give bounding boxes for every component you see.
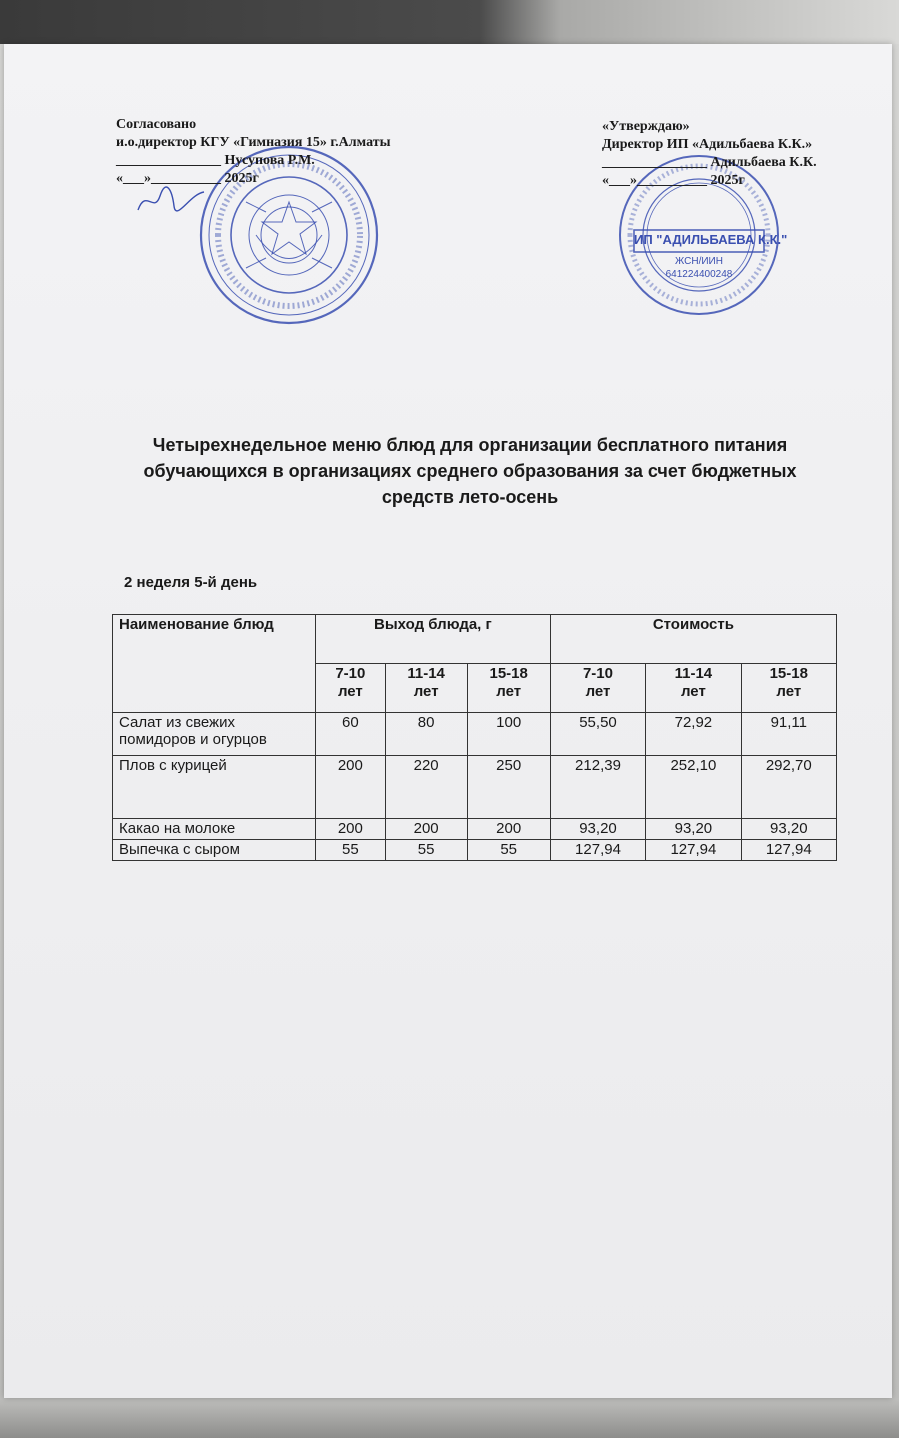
background-bottom <box>0 1398 899 1438</box>
dish-name: Плов с курицей <box>113 756 316 819</box>
yield-cell: 100 <box>467 713 550 756</box>
agreed-block <box>116 116 391 188</box>
cost-cell: 93,20 <box>550 819 645 840</box>
right-seal-iin-label: ЖСН/ИИН <box>675 256 723 267</box>
dish-name: Выпечка с сыром <box>113 840 316 861</box>
yield-cell: 200 <box>385 819 467 840</box>
age-header: 7-10 лет <box>316 664 386 713</box>
yield-cell: 220 <box>385 756 467 819</box>
background-top <box>0 0 899 44</box>
header-cost: Стоимость <box>550 615 836 664</box>
table-row <box>113 713 837 756</box>
dish-name: Салат из свежих помидоров и огурцов <box>113 713 316 756</box>
age-header: 7-10 лет <box>550 664 645 713</box>
yield-cell: 55 <box>316 840 386 861</box>
yield-cell: 60 <box>316 713 386 756</box>
yield-cell: 80 <box>385 713 467 756</box>
menu-table <box>112 614 837 861</box>
cost-cell: 292,70 <box>741 756 836 819</box>
cost-cell: 127,94 <box>741 840 836 861</box>
table-row <box>113 756 837 819</box>
header-yield: Выход блюда, г <box>316 615 551 664</box>
age-header: 11-14 лет <box>646 664 741 713</box>
header-dish-name: Наименование блюд <box>113 615 316 713</box>
yield-cell: 250 <box>467 756 550 819</box>
yield-cell: 200 <box>467 819 550 840</box>
cost-cell: 127,94 <box>550 840 645 861</box>
agreed-signature-line: _______________ Нусупова Р.М. <box>116 153 315 168</box>
age-header: 11-14 лет <box>385 664 467 713</box>
table-row <box>113 819 837 840</box>
cost-cell: 252,10 <box>646 756 741 819</box>
yield-cell: 55 <box>385 840 467 861</box>
table-header-row <box>113 615 837 664</box>
cost-cell: 212,39 <box>550 756 645 819</box>
document-title: Четырехнедельное меню блюд для организации бесплатного питания обучающихся в организациях среднего образования за счет бюджетных средств лето-осень <box>143 435 797 507</box>
approved-signature-line: _______________ Адильбаева К.К. <box>602 155 817 170</box>
approved-date-line: «___»__________ 2025г <box>602 173 745 188</box>
right-seal-iin: 641224400248 <box>665 269 733 280</box>
table-row <box>113 840 837 861</box>
signature-scribble <box>134 184 208 218</box>
cost-cell: 93,20 <box>646 819 741 840</box>
yield-cell: 55 <box>467 840 550 861</box>
dish-name: Какао на молоке <box>113 819 316 840</box>
week-day-label: 2 неделя 5-й день <box>124 574 258 591</box>
cost-cell: 55,50 <box>550 713 645 756</box>
yield-cell: 200 <box>316 756 386 819</box>
cost-cell: 93,20 <box>741 819 836 840</box>
yield-cell: 200 <box>316 819 386 840</box>
cost-cell: 127,94 <box>646 840 741 861</box>
agreed-position: и.о.директор КГУ «Гимназия 15» г.Алматы <box>116 135 391 150</box>
right-seal-name: ИП "АДИЛЬБАЕВА К.К." <box>634 232 788 247</box>
approved-block <box>602 118 817 190</box>
cost-cell: 72,92 <box>646 713 741 756</box>
approved-heading: «Утверждаю» <box>602 119 690 134</box>
agreed-heading: Согласовано <box>116 117 197 132</box>
cost-cell: 91,11 <box>741 713 836 756</box>
age-header: 15-18 лет <box>741 664 836 713</box>
agreed-date-line: «___»__________ 2025г <box>116 171 259 186</box>
age-header: 15-18 лет <box>467 664 550 713</box>
approved-position: Директор ИП «Адильбаева К.К.» <box>602 137 813 152</box>
